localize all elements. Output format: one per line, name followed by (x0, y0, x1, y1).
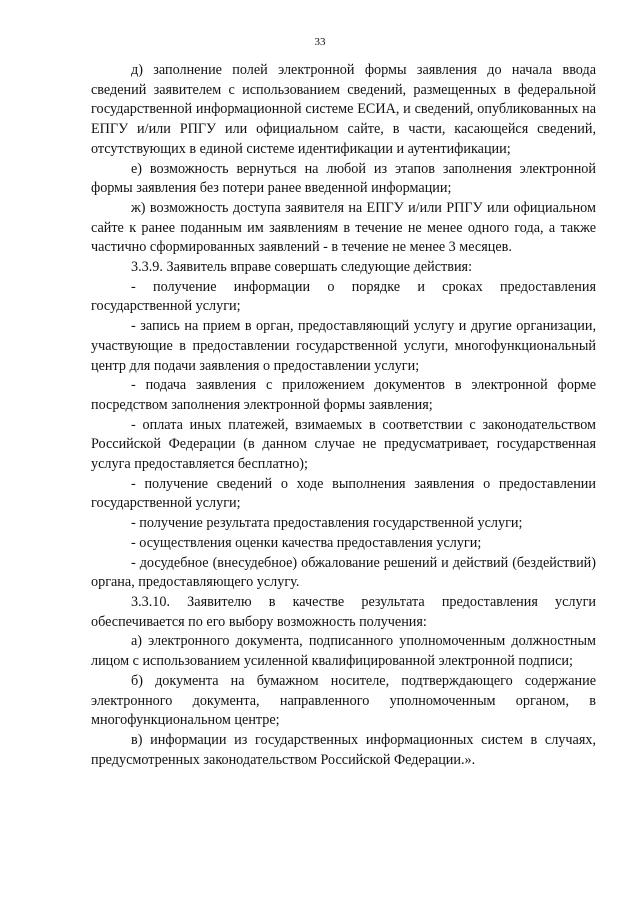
page-number: 33 (314, 36, 326, 48)
list-item-payments: - оплата иных платежей, взимаемых в соответствии с законодательством Российской Федерации (в данном случае не предусматривает, государственная услуга предоставляется бесплатно); (91, 416, 596, 473)
paragraph-e: е) возможность вернуться на любой из этапов заполнения электронной формы заявления без потери ранее введенной информации; (91, 160, 596, 197)
option-a: а) электронного документа, подписанного уполномоченным должностным лицом с использованием усиленной квалифицированной электронной подписи; (91, 633, 596, 670)
document-body (91, 61, 596, 770)
option-v: в) информации из государственных информационных систем в случаях, предусмотренных законодательством Российской Федерации.». (91, 731, 596, 768)
list-item-quality: - осуществления оценки качества предоставления услуги; (131, 534, 482, 551)
list-item-appeal: - досудебное (внесудебное) обжалование решений и действий (бездействий) органа, предоставляющего услугу. (91, 554, 596, 591)
section-3-3-9-heading: 3.3.9. Заявитель вправе совершать следующие действия: (131, 259, 473, 276)
list-item-submission: - подача заявления с приложением документов в электронной форме посредством заполнения электронной формы заявления; (91, 377, 596, 413)
section-3-3-10-heading: 3.3.10. Заявителю в качестве результата предоставления услуги обеспечивается по его выбору возможность получения: (91, 593, 596, 630)
option-b: б) документа на бумажном носителе, подтверждающего содержание электронного документа, направленного уполномоченным органом, в многофункциональном центре; (91, 672, 596, 729)
list-item-result: - получение результата предоставления государственной услуги; (131, 515, 523, 532)
paragraph-d: д) заполнение полей электронной формы заявления до начала ввода сведений заявителем с использованием сведений, размещенных в федеральной государственной информационной системе ЕСИА, и сведений, опубликованных на ЕПГУ и/или РПГУ или официальном сайте, в части, касающейся сведений, отсутствующих в единой системе идентификации и аутентификации; (91, 62, 596, 157)
paragraph-zh: ж) возможность доступа заявителя на ЕПГУ и/или РПГУ или официальном сайте к ранее поданным им заявлениям в течение не менее одного года, а также частично сформированных заявлений - в течение не менее 3 месяцев. (91, 199, 596, 256)
list-item-info: - получение информации о порядке и сроках предоставления государственной услуги; (91, 278, 596, 315)
list-item-appointment: - запись на прием в орган, предоставляющий услугу и другие организации, участвующие в предоставлении государственной услуги, многофункциональный центр для подачи заявления о предоставлении услуги; (91, 318, 596, 374)
list-item-status: - получение сведений о ходе выполнения заявления о предоставлении государственной услуги; (91, 475, 596, 512)
